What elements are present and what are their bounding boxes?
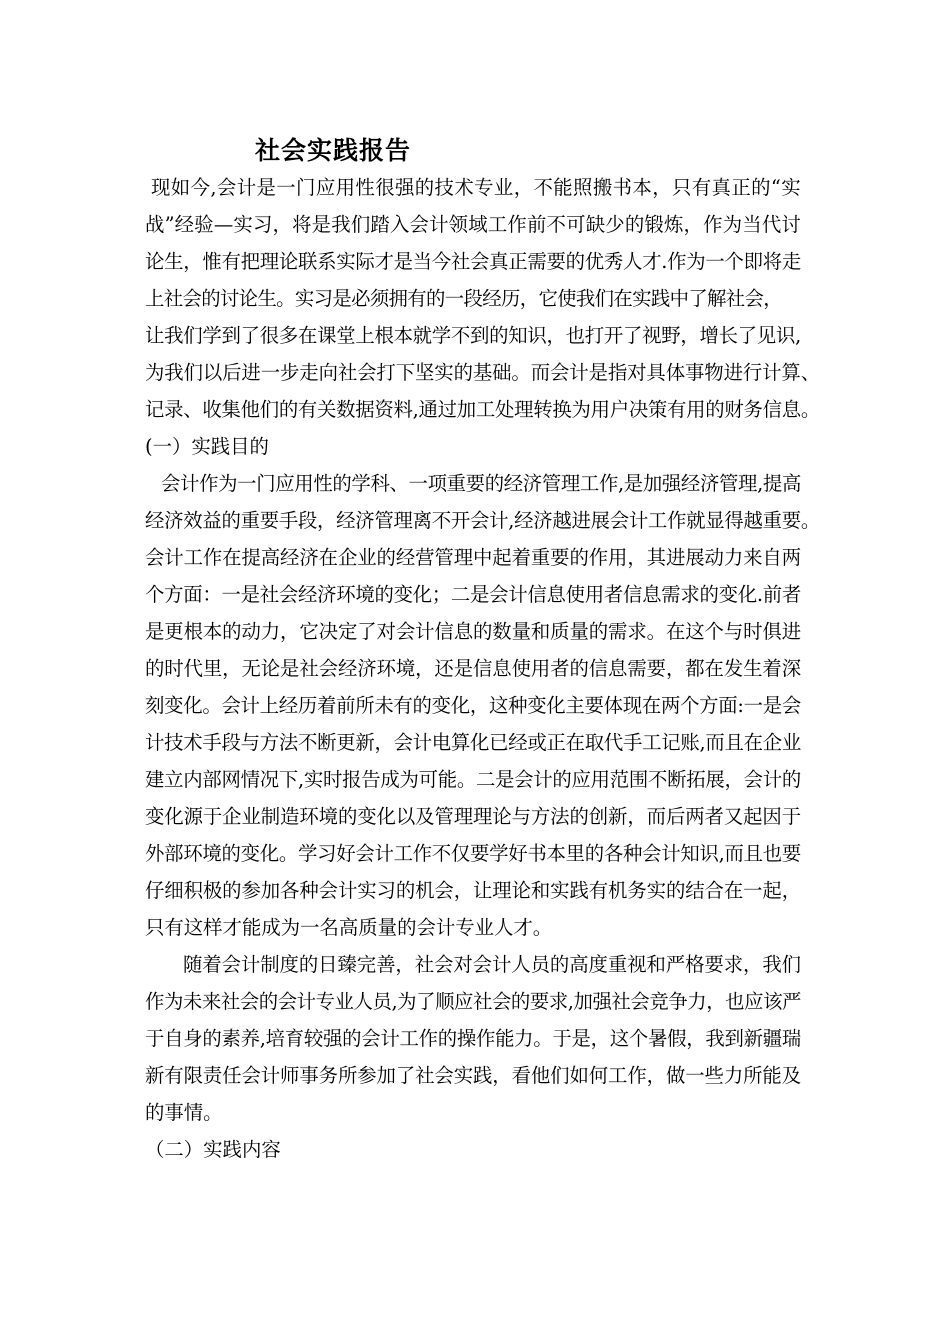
text-line: 会计作为一门应用性的学科、一项重要的经济管理工作,是加强经济管理,提高 [161, 472, 801, 495]
text-line: 会计工作在提高经济在企业的经营管理中起着重要的作用，其进展动力来自两 [145, 546, 801, 569]
text-line: 的时代里，无论是社会经济环境，还是信息使用者的信息需要，都在发生着深 [145, 657, 801, 680]
text-line: 变化源于企业制造环境的变化以及管理理论与方法的创新，而后两者又起因于 [145, 805, 801, 828]
text-line: 外部环境的变化。学习好会计工作不仅要学好书本里的各种会计知识,而且也要 [145, 842, 801, 865]
document-title: 社会实践报告 [255, 136, 412, 165]
text-line: 上社会的讨论生。实习是必须拥有的一段经历，它使我们在实践中了解社会， [145, 287, 782, 310]
text-line: 记录、收集他们的有关数据资料,通过加工处理转换为用户决策有用的财务信息。 [145, 398, 820, 421]
text-line: 计技术手段与方法不断更新，会计电算化已经或正在取代手工记账,而且在企业 [145, 731, 801, 754]
text-line: 是更根本的动力，它决定了对会计信息的数量和质量的需求。在这个与时俱进 [145, 620, 801, 643]
text-line: 只有这样才能成为一名高质量的会计专业人才。 [145, 916, 553, 939]
text-line: 现如今,会计是一门应用性很强的技术专业，不能照搬书本，只有真正的“实 [151, 176, 801, 199]
text-line: 随着会计制度的日臻完善，社会对会计人员的高度重视和严格要求，我们 [183, 953, 801, 976]
text-line: 战”经验—实习，将是我们踏入会计领域工作前不可缺少的锻炼，作为当代讨 [145, 213, 801, 236]
text-line: 新有限责任会计师事务所参加了社会实践，看他们如何工作，做一些力所能及 [145, 1064, 801, 1087]
text-line: 仔细积极的参加各种会计实习的机会，让理论和实践有机务实的结合在一起， [145, 879, 801, 902]
section-heading: (一）实践目的 [145, 435, 269, 458]
text-line: 于自身的素养,培育较强的会计工作的操作能力。于是，这个暑假，我到新疆瑞 [145, 1027, 801, 1050]
text-line: 让我们学到了很多在课堂上根本就学不到的知识，也打开了视野，增长了见识, [145, 324, 801, 347]
text-line: 作为未来社会的会计专业人员,为了顺应社会的要求,加强社会竞争力，也应该严 [145, 990, 801, 1013]
section-heading: （二）实践内容 [145, 1138, 281, 1161]
text-line: 的事情。 [145, 1101, 223, 1124]
text-line: 刻变化。会计上经历着前所未有的变化，这种变化主要体现在两个方面:一是会 [145, 694, 801, 717]
text-line: 论生，惟有把理论联系实际才是当今社会真正需要的优秀人才.作为一个即将走 [145, 250, 801, 273]
text-line: 为我们以后进一步走向社会打下坚实的基础。而会计是指对具体事物进行计算、 [145, 361, 820, 384]
text-line: 建立内部网情况下,实时报告成为可能。二是会计的应用范围不断拓展，会计的 [145, 768, 801, 791]
text-line: 个方面：一是社会经济环境的变化；二是会计信息使用者信息需求的变化.前者 [145, 583, 801, 606]
text-line: 经济效益的重要手段，经济管理离不开会计,经济越进展会计工作就显得越重要。 [145, 509, 820, 532]
